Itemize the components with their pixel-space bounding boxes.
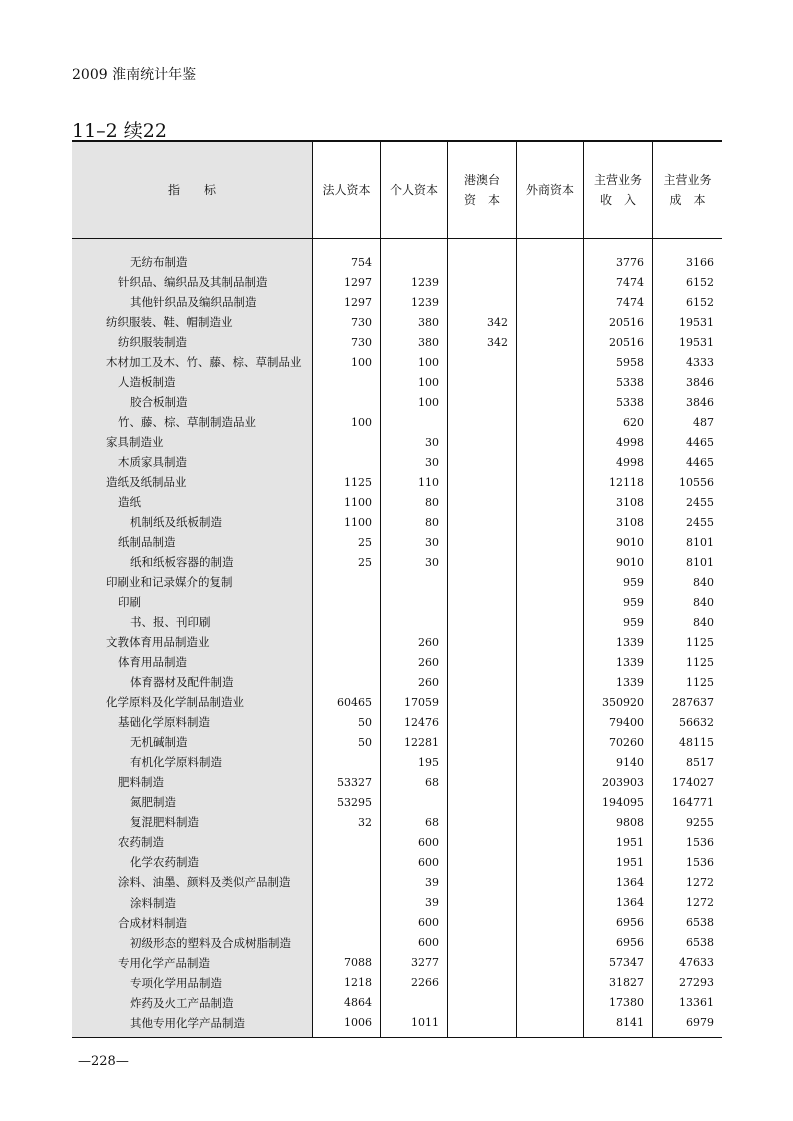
table-row <box>72 893 722 913</box>
table-row <box>72 572 722 592</box>
value-cell: 13361 <box>679 996 714 1010</box>
table-row <box>72 552 722 572</box>
indicator-name: 化学农药制造 <box>130 855 199 870</box>
table-row <box>72 452 722 472</box>
value-cell: 959 <box>623 595 644 609</box>
running-head: 2009 淮南统计年鉴 <box>72 67 197 83</box>
value-cell: 20516 <box>609 315 644 329</box>
table-row <box>72 993 722 1013</box>
value-cell: 7474 <box>616 275 644 289</box>
header-label: 主营业务 <box>663 173 712 187</box>
value-cell: 1239 <box>411 295 439 309</box>
value-cell: 260 <box>418 635 439 649</box>
table-title: 11–2 续22 <box>72 120 167 142</box>
indicator-name: 木质家具制造 <box>118 455 187 470</box>
value-cell: 3108 <box>616 515 644 529</box>
table-row <box>72 812 722 832</box>
value-cell: 380 <box>418 315 439 329</box>
table-row <box>72 852 722 872</box>
value-cell: 730 <box>351 315 372 329</box>
value-cell: 4465 <box>686 435 714 449</box>
table-row <box>72 933 722 953</box>
indicator-name: 纸制品制造 <box>118 535 176 550</box>
indicator-name: 机制纸及纸板制造 <box>130 515 222 530</box>
value-cell: 3108 <box>616 495 644 509</box>
header-label: 外商资本 <box>525 183 574 197</box>
value-cell: 30 <box>425 555 439 569</box>
value-cell: 730 <box>351 335 372 349</box>
value-cell: 100 <box>418 375 439 389</box>
value-cell: 32 <box>358 815 372 829</box>
value-cell: 350920 <box>602 695 644 709</box>
value-cell: 60465 <box>337 695 372 709</box>
table-bottom-rule <box>72 1037 722 1038</box>
header-label: 港澳台 <box>463 173 500 187</box>
header-label: 主营业务 <box>593 173 642 187</box>
value-cell: 620 <box>623 415 644 429</box>
value-cell: 6956 <box>616 936 644 950</box>
indicator-name: 涂料、油墨、颜料及类似产品制造 <box>118 875 291 890</box>
value-cell: 1272 <box>686 896 714 909</box>
table-row <box>72 772 722 792</box>
value-cell: 5338 <box>616 375 644 389</box>
value-cell: 53327 <box>337 775 372 789</box>
value-cell: 53295 <box>337 795 372 809</box>
indicator-name: 纺织服装制造 <box>118 335 187 350</box>
value-cell: 600 <box>418 916 439 930</box>
indicator-name: 纺织服装、鞋、帽制造业 <box>106 315 233 330</box>
value-cell: 260 <box>418 655 439 669</box>
indicator-name: 无纺布制造 <box>130 255 188 269</box>
value-cell: 1297 <box>344 275 372 289</box>
value-cell: 30 <box>425 535 439 549</box>
value-cell: 30 <box>425 455 439 469</box>
indicator-name: 竹、藤、棕、草制制造品业 <box>118 415 256 430</box>
indicator-name: 其他专用化学产品制造 <box>130 1015 245 1030</box>
value-cell: 19531 <box>679 335 714 349</box>
table-row <box>72 592 722 612</box>
indicator-name: 有机化学原料制造 <box>130 755 222 770</box>
table-row <box>72 332 722 352</box>
value-cell: 3277 <box>411 956 439 970</box>
value-cell: 600 <box>418 855 439 869</box>
value-cell: 1006 <box>344 1016 372 1030</box>
value-cell: 80 <box>425 515 439 529</box>
value-cell: 4465 <box>686 455 714 469</box>
table-header <box>72 142 722 239</box>
header-label: 个人资本 <box>389 183 438 197</box>
value-cell: 100 <box>351 355 372 369</box>
table-row <box>72 492 722 512</box>
value-cell: 79400 <box>609 715 644 729</box>
value-cell: 174027 <box>672 775 714 789</box>
table-row <box>72 352 722 372</box>
value-cell: 1536 <box>686 855 714 869</box>
table-row <box>72 692 722 712</box>
table-row <box>72 272 722 292</box>
value-cell: 8101 <box>686 535 714 549</box>
value-cell: 840 <box>693 615 714 629</box>
indicator-name: 针织品、编织品及其制品制造 <box>118 275 268 290</box>
value-cell: 1339 <box>616 675 644 689</box>
indicator-name: 专用化学产品制造 <box>118 955 210 970</box>
table-row <box>72 312 722 332</box>
value-cell: 17380 <box>609 996 644 1010</box>
value-cell: 1339 <box>616 655 644 669</box>
indicator-name: 文教体育用品制造业 <box>106 635 210 650</box>
indicator-name: 书、报、刊印刷 <box>130 615 211 630</box>
value-cell: 1218 <box>344 976 372 990</box>
value-cell: 48115 <box>679 735 714 749</box>
value-cell: 3846 <box>686 375 714 389</box>
table-row <box>72 412 722 432</box>
value-cell: 194095 <box>602 795 644 809</box>
value-cell: 25 <box>358 535 372 549</box>
indicator-name: 农药制造 <box>118 835 164 850</box>
indicator-name: 胶合板制造 <box>130 395 188 410</box>
value-cell: 1339 <box>616 635 644 649</box>
table-row <box>72 372 722 392</box>
header-label: 指 标 <box>167 183 216 197</box>
indicator-name: 家具制造业 <box>106 435 164 450</box>
value-cell: 6956 <box>616 916 644 930</box>
value-cell: 9010 <box>616 555 644 569</box>
value-cell: 9255 <box>686 815 714 829</box>
table-row <box>72 612 722 632</box>
value-cell: 6538 <box>686 916 714 930</box>
value-cell: 8141 <box>616 1016 644 1030</box>
indicator-name: 纸和纸板容器的制造 <box>130 555 234 570</box>
header-cell <box>516 142 583 238</box>
value-cell: 2455 <box>686 515 714 529</box>
value-cell: 380 <box>418 335 439 349</box>
indicator-name: 化学原料及化学制品制造业 <box>106 695 244 710</box>
value-cell: 1125 <box>344 475 372 489</box>
value-cell: 70260 <box>609 735 644 749</box>
value-cell: 68 <box>425 815 439 829</box>
value-cell: 10556 <box>679 475 714 489</box>
indicator-name: 造纸及纸制品业 <box>106 475 187 490</box>
value-cell: 4998 <box>616 455 644 469</box>
table-row <box>72 832 722 852</box>
value-cell: 7088 <box>344 956 372 970</box>
value-cell: 487 <box>693 415 714 429</box>
indicator-name: 基础化学原料制造 <box>118 715 210 730</box>
indicator-name: 复混肥料制造 <box>130 815 199 830</box>
value-cell: 80 <box>425 495 439 509</box>
table-row <box>72 292 722 312</box>
value-cell: 12476 <box>404 715 439 729</box>
value-cell: 50 <box>358 715 372 729</box>
indicator-name: 初级形态的塑料及合成树脂制造 <box>130 935 291 950</box>
value-cell: 17059 <box>404 695 439 709</box>
value-cell: 195 <box>418 755 439 769</box>
header-label: 收 入 <box>599 193 636 207</box>
value-cell: 27293 <box>679 976 714 990</box>
value-cell: 9808 <box>616 815 644 829</box>
header-label: 资 本 <box>463 193 500 207</box>
table-row <box>72 432 722 452</box>
value-cell: 19531 <box>679 315 714 329</box>
value-cell: 1536 <box>686 835 714 849</box>
value-cell: 12118 <box>609 475 644 489</box>
table-rows <box>72 252 722 1033</box>
table-row <box>72 472 722 492</box>
value-cell: 1297 <box>344 295 372 309</box>
header-cell <box>652 142 722 238</box>
value-cell: 2266 <box>411 976 439 990</box>
value-cell: 1125 <box>686 675 714 689</box>
indicator-name: 其他针织品及编织品制造 <box>130 295 257 310</box>
value-cell: 2455 <box>686 495 714 509</box>
value-cell: 4998 <box>616 435 644 449</box>
indicator-name: 专项化学用品制造 <box>130 975 222 990</box>
value-cell: 6152 <box>686 275 714 289</box>
header-cell <box>72 142 312 238</box>
indicator-name: 涂料制造 <box>130 895 176 910</box>
header-cell <box>447 142 516 238</box>
value-cell: 3776 <box>616 255 644 269</box>
indicator-name: 氮肥制造 <box>130 795 176 810</box>
value-cell: 260 <box>418 675 439 689</box>
value-cell: 1951 <box>616 855 644 869</box>
value-cell: 3846 <box>686 395 714 409</box>
value-cell: 203903 <box>602 775 644 789</box>
value-cell: 57347 <box>609 956 644 970</box>
table-row <box>72 792 722 812</box>
header-cell <box>380 142 447 238</box>
indicator-name: 肥料制造 <box>118 775 164 790</box>
value-cell: 6979 <box>686 1016 714 1030</box>
value-cell: 50 <box>358 735 372 749</box>
table-row <box>72 973 722 993</box>
header-label: 成 本 <box>669 193 706 207</box>
value-cell: 9010 <box>616 535 644 549</box>
value-cell: 287637 <box>672 695 714 709</box>
value-cell: 1100 <box>344 515 372 529</box>
value-cell: 68 <box>425 775 439 789</box>
value-cell: 100 <box>418 355 439 369</box>
indicator-name: 印刷 <box>118 595 141 610</box>
value-cell: 39 <box>425 896 439 909</box>
value-cell: 959 <box>623 575 644 589</box>
indicator-name: 造纸 <box>118 495 141 510</box>
header-cell <box>312 142 380 238</box>
value-cell: 840 <box>693 575 714 589</box>
value-cell: 1364 <box>616 875 644 889</box>
value-cell: 5958 <box>616 355 644 369</box>
indicator-name: 炸药及火工产品制造 <box>130 995 234 1010</box>
value-cell: 342 <box>487 335 508 349</box>
value-cell: 7474 <box>616 295 644 309</box>
value-cell: 39 <box>425 875 439 889</box>
value-cell: 1239 <box>411 275 439 289</box>
value-cell: 25 <box>358 555 372 569</box>
value-cell: 600 <box>418 936 439 950</box>
value-cell: 4864 <box>344 996 372 1010</box>
value-cell: 100 <box>351 415 372 429</box>
table-row <box>72 712 722 732</box>
header-cell <box>583 142 652 238</box>
table-row <box>72 652 722 672</box>
table-row <box>72 752 722 772</box>
table-row <box>72 532 722 552</box>
value-cell: 31827 <box>609 976 644 990</box>
value-cell: 9140 <box>616 755 644 769</box>
value-cell: 1951 <box>616 835 644 849</box>
header-label: 法人资本 <box>322 183 371 197</box>
value-cell: 1125 <box>686 635 714 649</box>
value-cell: 8101 <box>686 555 714 569</box>
value-cell: 56632 <box>679 715 714 729</box>
indicator-name: 体育用品制造 <box>118 655 187 670</box>
table-row <box>72 512 722 532</box>
page-number: —228— <box>78 1054 129 1069</box>
value-cell: 342 <box>487 315 508 329</box>
value-cell: 6152 <box>686 295 714 309</box>
table-row <box>72 672 722 692</box>
indicator-name: 印刷业和记录媒介的复制 <box>106 575 233 590</box>
value-cell: 5338 <box>616 395 644 409</box>
table-row <box>72 632 722 652</box>
table-row <box>72 392 722 412</box>
indicator-name: 合成材料制造 <box>118 915 187 930</box>
table-row <box>72 953 722 973</box>
indicator-name: 体育器材及配件制造 <box>130 675 234 690</box>
value-cell: 164771 <box>672 795 714 809</box>
value-cell: 1272 <box>686 875 714 889</box>
value-cell: 6538 <box>686 936 714 950</box>
indicator-name: 人造板制造 <box>118 375 176 390</box>
value-cell: 110 <box>418 475 439 489</box>
table-row <box>72 252 722 272</box>
value-cell: 8517 <box>686 755 714 769</box>
value-cell: 1364 <box>616 896 644 909</box>
value-cell: 3166 <box>686 255 714 269</box>
value-cell: 100 <box>418 395 439 409</box>
value-cell: 1100 <box>344 495 372 509</box>
value-cell: 840 <box>693 595 714 609</box>
value-cell: 20516 <box>609 335 644 349</box>
value-cell: 12281 <box>404 735 439 749</box>
value-cell: 600 <box>418 835 439 849</box>
value-cell: 1125 <box>686 655 714 669</box>
table-row <box>72 1013 722 1033</box>
value-cell: 30 <box>425 435 439 449</box>
value-cell: 47633 <box>679 956 714 970</box>
value-cell: 754 <box>351 255 372 269</box>
value-cell: 4333 <box>686 355 714 369</box>
indicator-name: 木材加工及木、竹、藤、棕、草制品业 <box>106 355 302 370</box>
statistics-table <box>72 140 722 1040</box>
value-cell: 959 <box>623 615 644 629</box>
table-row <box>72 913 722 933</box>
indicator-name: 无机碱制造 <box>130 735 188 750</box>
table-row <box>72 872 722 892</box>
table-row <box>72 732 722 752</box>
value-cell: 1011 <box>411 1016 439 1030</box>
